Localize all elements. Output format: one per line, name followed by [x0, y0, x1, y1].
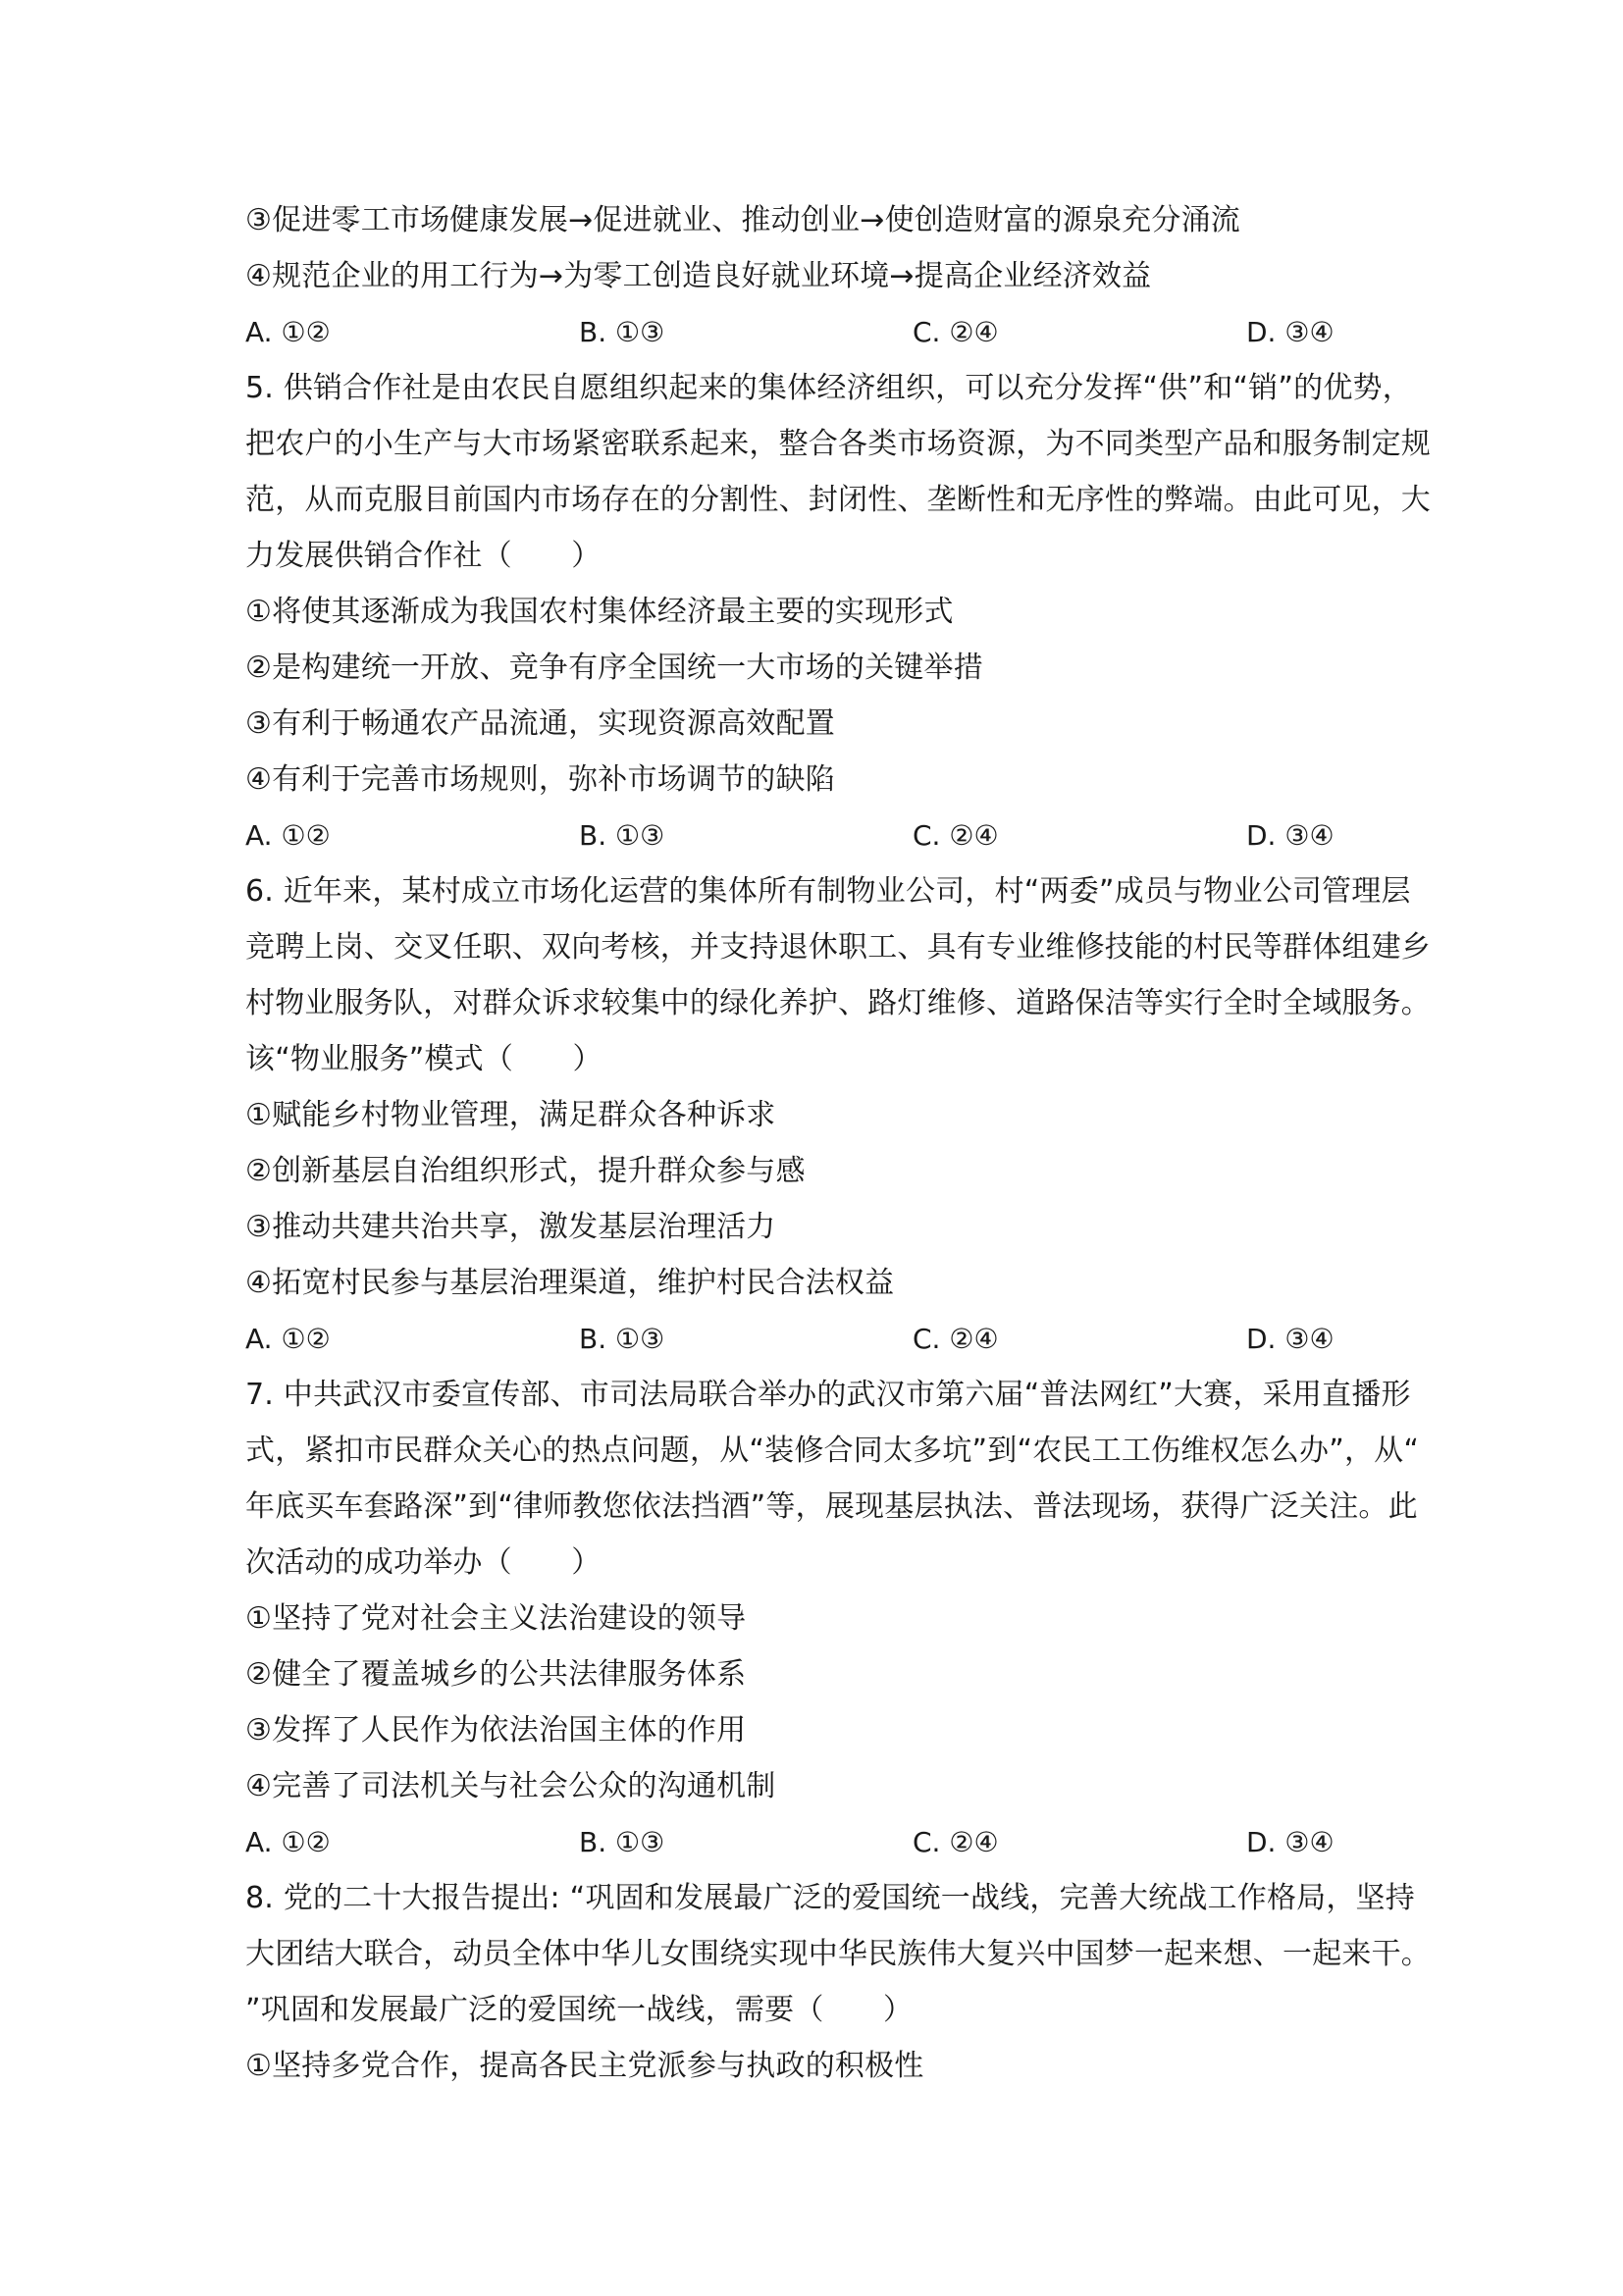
q7-stem-line: 7. 中共武汉市委宣传部、市司法局联合举办的武汉市第六届“普法网红”大赛，采用直播形 — [245, 1378, 1411, 1412]
q6-stem-line: 村物业服务队，对群众诉求较集中的绿化养护、路灯维修、道路保洁等实行全时全域服务。 — [245, 986, 1431, 1020]
question-5 — [245, 360, 1431, 863]
q5-choice-d: D. ③④ — [1246, 819, 1335, 852]
q4-choice-a: A. ①② — [245, 316, 331, 348]
q4-option-3: ③促进零工市场健康发展→促进就业、推动创业→使创造财富的源泉充分涌流 — [245, 203, 1240, 237]
q7-choices — [245, 1814, 1393, 1870]
q7-choice-a: A. ①② — [245, 1826, 331, 1858]
q4-choices — [245, 304, 1393, 360]
q7-option-3: ③发挥了人民作为依法治国主体的作用 — [245, 1713, 747, 1748]
q7-stem-line: 次活动的成功举办（ ） — [245, 1545, 602, 1580]
exam-page — [245, 192, 1431, 2094]
q5-choice-b: B. ①③ — [579, 819, 665, 852]
q6-choice-a: A. ①② — [245, 1323, 331, 1355]
q7-choice-b: B. ①③ — [579, 1826, 665, 1858]
q5-option-2: ②是构建统一开放、竞争有序全国统一大市场的关键举措 — [245, 651, 983, 685]
q7-option-2: ②健全了覆盖城乡的公共法律服务体系 — [245, 1657, 747, 1692]
q5-option-3: ③有利于畅通农产品流通，实现资源高效配置 — [245, 706, 835, 741]
q5-choice-a: A. ①② — [245, 819, 331, 852]
q4-choice-d: D. ③④ — [1246, 316, 1335, 348]
q7-option-1: ①坚持了党对社会主义法治建设的领导 — [245, 1601, 747, 1636]
q5-stem-line: 把农户的小生产与大市场紧密联系起来，整合各类市场资源，为不同类型产品和服务制定规 — [245, 427, 1431, 461]
q7-stem-line: 年底买车套路深”到“律师教您依法挡酒”等，展现基层执法、普法现场，获得广泛关注。此 — [245, 1489, 1418, 1524]
q6-option-4: ④拓宽村民参与基层治理渠道，维护村民合法权益 — [245, 1266, 895, 1300]
q6-stem-line: 竞聘上岗、交叉任职、双向考核，并支持退休职工、具有专业维修技能的村民等群体组建乡 — [245, 930, 1431, 965]
q6-choice-c: C. ②④ — [913, 1323, 999, 1355]
question-6 — [245, 863, 1431, 1367]
q5-option-4: ④有利于完善市场规则，弥补市场调节的缺陷 — [245, 762, 835, 797]
q5-option-1: ①将使其逐渐成为我国农村集体经济最主要的实现形式 — [245, 595, 954, 629]
q8-stem-line: 8. 党的二十大报告提出: “巩固和发展最广泛的爱国统一战线，完善大统战工作格局，坚持 — [245, 1881, 1415, 1915]
q5-choice-c: C. ②④ — [913, 819, 999, 852]
q4-choice-b: B. ①③ — [579, 316, 665, 348]
q6-stem-line: 该“物业服务”模式（ ） — [245, 1042, 602, 1076]
q8-stem-line: ”巩固和发展最广泛的爱国统一战线，需要（ ） — [245, 1993, 914, 2027]
question-7 — [245, 1367, 1420, 1870]
q7-stem-line: 式，紧扣市民群众关心的热点问题，从“装修合同太多坑”到“农民工工伤维权怎么办”，从“ — [245, 1434, 1420, 1468]
q6-option-3: ③推动共建共治共享，激发基层治理活力 — [245, 1210, 776, 1244]
q5-stem-line: 5. 供销合作社是由农民自愿组织起来的集体经济组织，可以充分发挥“供”和“销”的优势， — [245, 371, 1412, 405]
q8-option-1: ①坚持多党合作，提高各民主党派参与执政的积极性 — [245, 2049, 924, 2083]
q5-stem-line: 范，从而克服目前国内市场存在的分割性、封闭性、垄断性和无序性的弊端。由此可见，大 — [245, 483, 1431, 517]
q6-stem-line: 6. 近年来，某村成立市场化运营的集体所有制物业公司，村“两委”成员与物业公司管理层 — [245, 874, 1411, 909]
q7-choice-c: C. ②④ — [913, 1826, 999, 1858]
q5-stem-line: 力发展供销合作社（ ） — [245, 539, 602, 573]
q5-choices — [245, 808, 1393, 863]
question-8 — [245, 1870, 1431, 2094]
q7-option-4: ④完善了司法机关与社会公众的沟通机制 — [245, 1769, 776, 1803]
q6-choices — [245, 1311, 1393, 1367]
q7-choice-d: D. ③④ — [1246, 1826, 1335, 1858]
q6-choice-b: B. ①③ — [579, 1323, 665, 1355]
q4-option-4: ④规范企业的用工行为→为零工创造良好就业环境→提高企业经济效益 — [245, 259, 1152, 293]
question-4-tail — [245, 192, 1393, 360]
q6-choice-d: D. ③④ — [1246, 1323, 1335, 1355]
q6-option-2: ②创新基层自治组织形式，提升群众参与感 — [245, 1154, 806, 1188]
q6-option-1: ①赋能乡村物业管理，满足群众各种诉求 — [245, 1098, 776, 1132]
q4-choice-c: C. ②④ — [913, 316, 999, 348]
q8-stem-line: 大团结大联合，动员全体中华儿女围绕实现中华民族伟大复兴中国梦一起来想、一起来干。 — [245, 1937, 1431, 1971]
